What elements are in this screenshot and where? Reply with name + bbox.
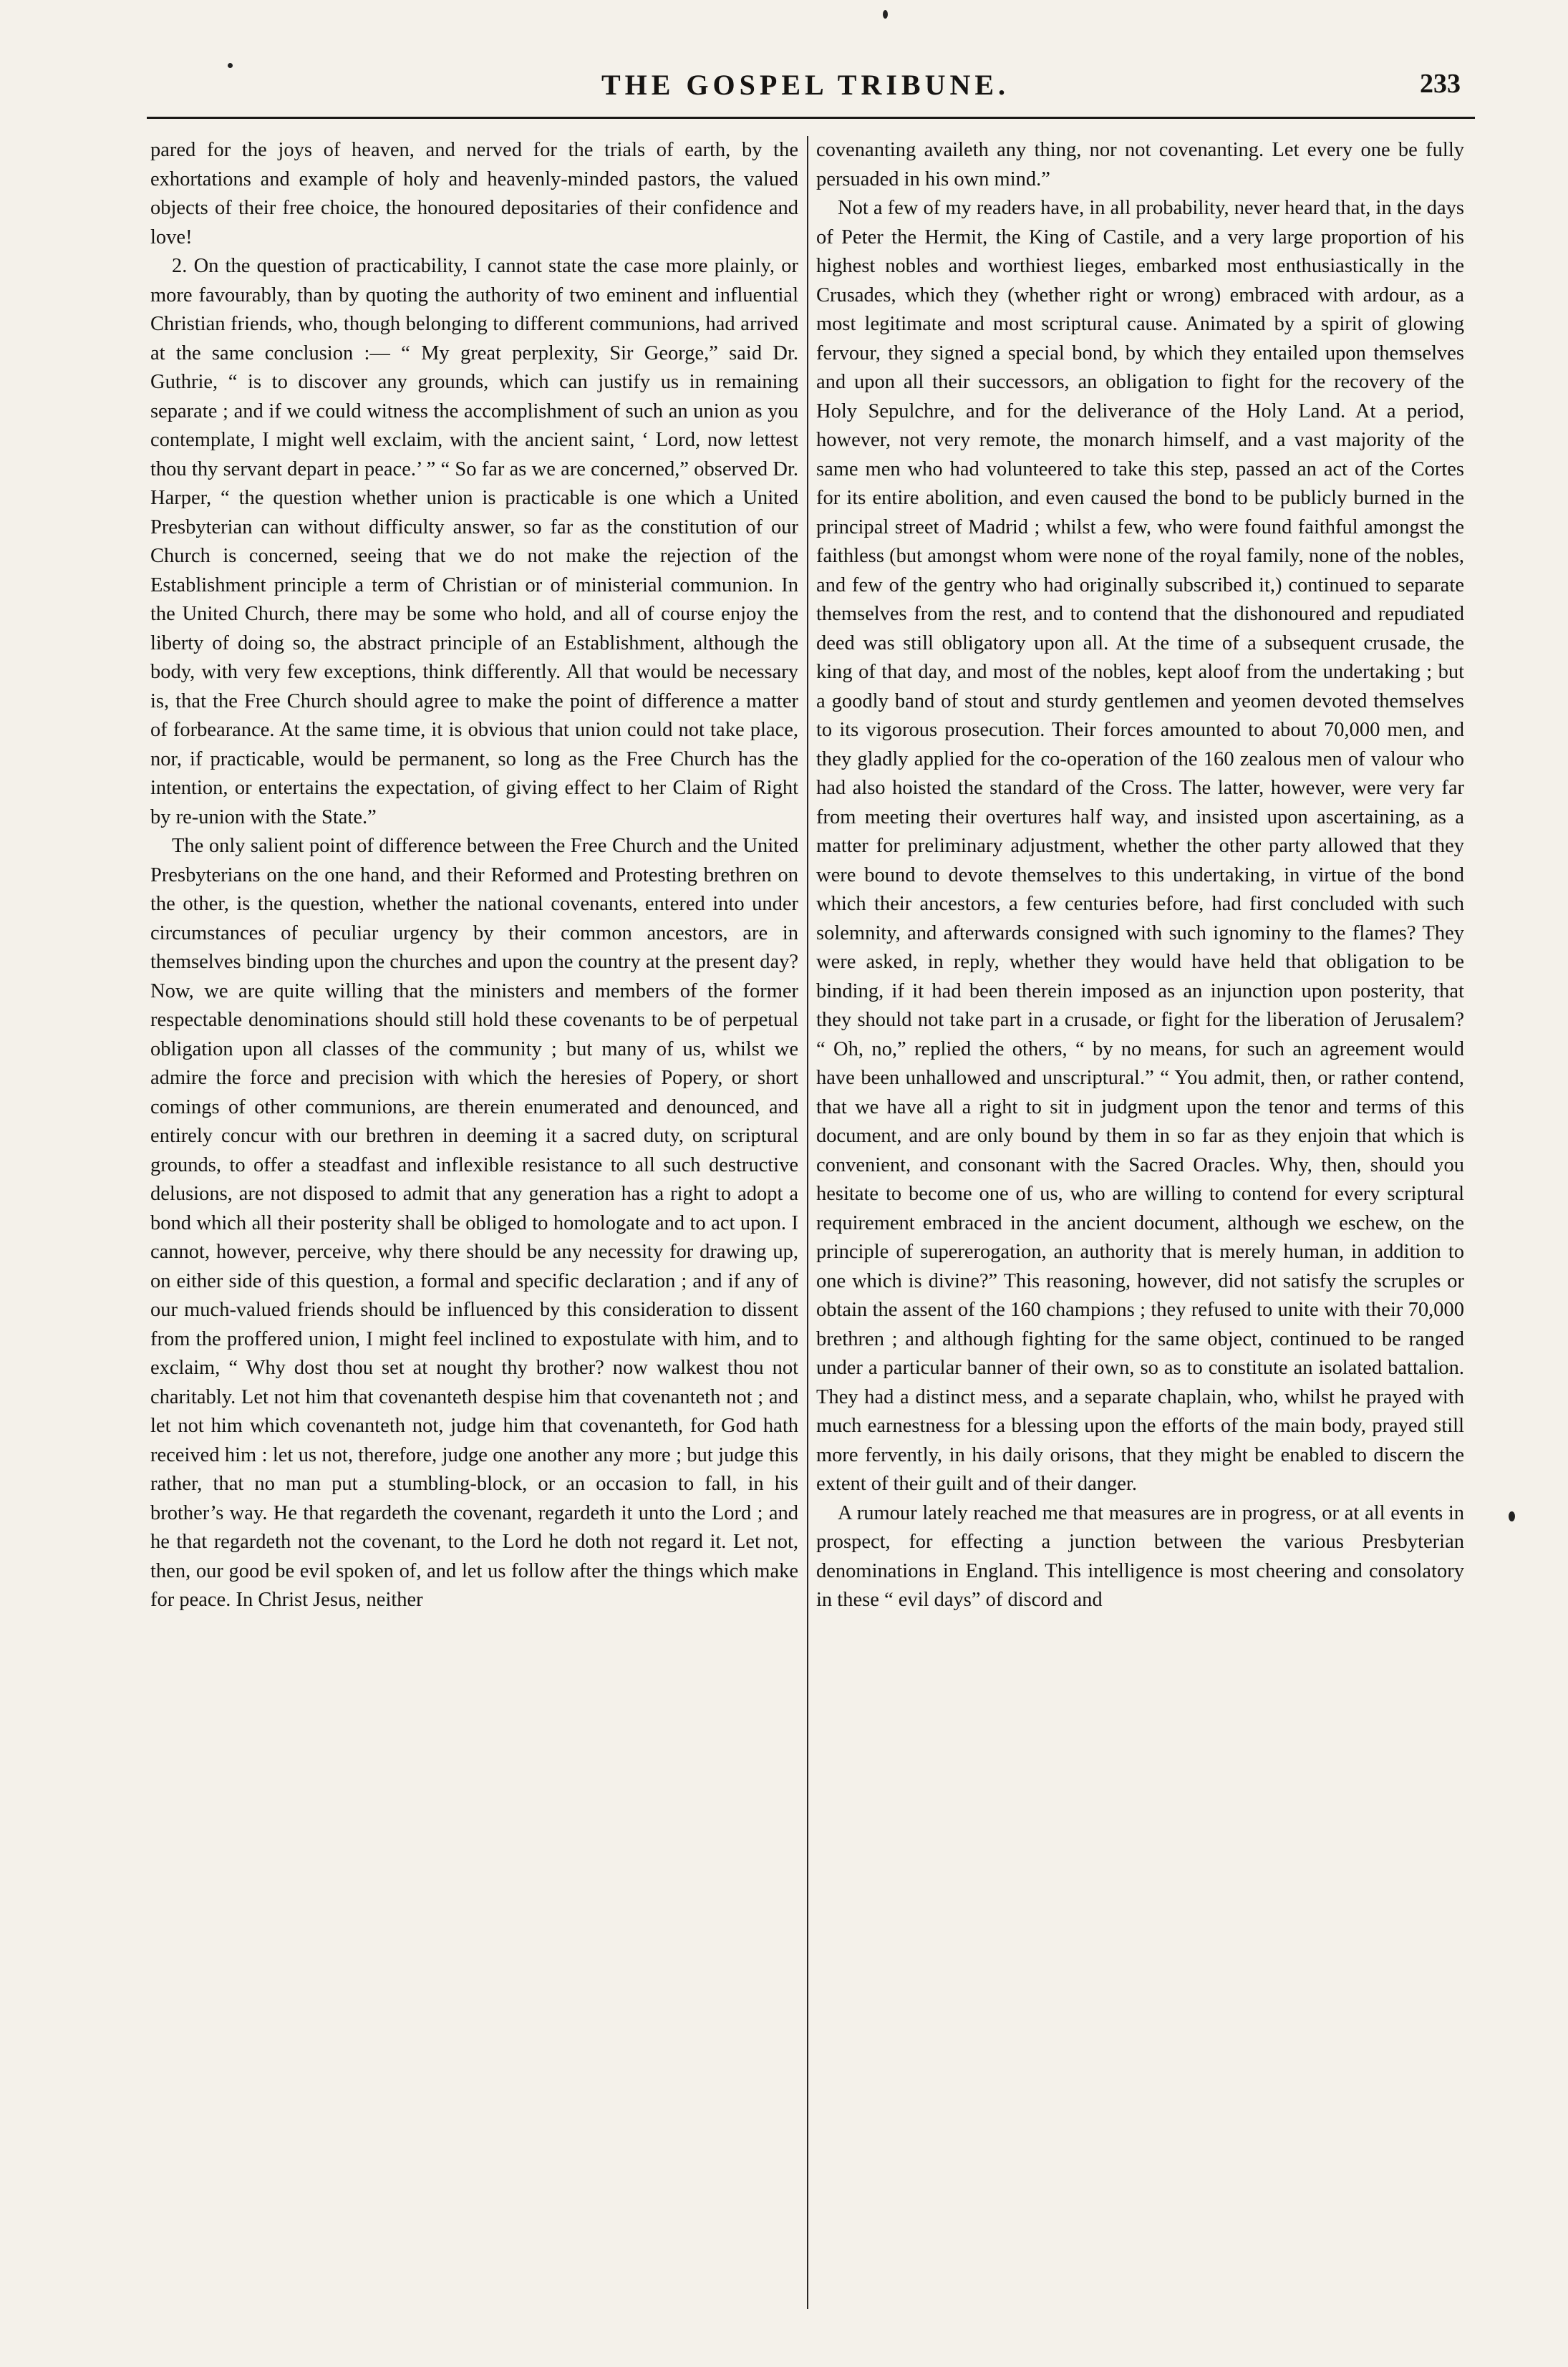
page-header	[150, 68, 1461, 111]
column-divider	[807, 136, 808, 2309]
paragraph: pared for the joys of heaven, and nerved for the trials of earth, by the exhortations and example of holy and heavenly-minded pastors, the valued objects of their free choice, the honoured depositaries of their confidence and love!	[150, 139, 798, 248]
paragraph: A rumour lately reached me that measures are in progress, or at all events in prospect, for effecting a junction between the various Presbyterian denominations in England. This intelligence is most cheering and consolatory in these “ evil days” of discord and	[816, 1501, 1464, 1611]
ink-speck	[228, 63, 233, 68]
paragraph: Not a few of my readers have, in all probability, never heard that, in the days of Peter the Hermit, the King of Castile, and a very large proportion of his highest nobles and worthiest lieges, embarked most enthusiastically in the Crusades, which they (whether right or wrong) embraced with ardour, as a most legitimate and most scriptural cause. Animated by a spirit of glowing fervour, they signed a special bond, by which they entailed upon themselves and upon all their successors, an obligation to fight for the recovery of the Holy Sepulchre, and for the deliverance of the Holy Land. At a period, however, not very remote, the monarch himself, and a vast majority of the same men who had volunteered to take this step, passed an act of the Cortes for its entire abolition, and even caused the bond to be publicly burned in the principal street of Madrid ; whilst a few, who were found faithful amongst the faithless (but amongst whom were none of the royal family, none of the nobles, and few of the gentry who had originally subscribed it,) continued to separate themselves from the rest, and to contend that the dishonoured and repudiated deed was still obligatory upon all. At the time of a subsequent crusade, the king of that day, and most of the nobles, kept aloof from the undertaking ; but a goodly band of stout and sturdy gentlemen and yeomen devoted themselves to its vigorous prosecution. Their forces amounted to about 70,000 men, and they gladly applied for the co-operation of the 160 zealous men of valour who had also hoisted the standard of the Cross. The latter, however, were very far from meeting their overtures half way, and insisted upon ascertaining, as a matter for preliminary adjustment, whether the other party allowed that they were bound to devote themselves to this undertaking, in virtue of the bond which their ancestors, a few centuries before, had first concluded with such solemnity, and afterwards consigned with such ignominy to the flames? They were asked, in reply, whether they would have held that obligation to be binding, if it had been therein imposed as an injunction upon posterity, that they should not take part in a crusade, or fight for the liberation of Jerusalem? “ Oh, no,” replied the others, “ by no means, for such an agreement would have been unhallowed and unscriptural.” “ You admit, then, or rather contend, that we have all a right to sit in judgment upon the tenor and terms of this document, and are only bound by them in so far as they enjoin that which is convenient, and consonant with the Sacred Oracles. Why, then, should you hesitate to become one of us, who are willing to contend for every scriptural requirement embraced in the ancient document, although we eschew, on the principle of supererogation, an authority that is merely human, in addition to one which is divine?” This reasoning, however, did not satisfy the scruples or obtain the assent of the 160 champions ; they refused to unite with their 70,000 brethren ; and although fighting for the same object, continued to be ranged under a particular banner of their own, so as to constitute an isolated battalion. They had a distinct mess, and a separate chaplain, who, whilst he prayed with much earnestness for a blessing upon the efforts of the main body, prayed still more fervently, in his daily orisons, that they might be enabled to discern the extent of their guilt and of their danger.	[816, 197, 1465, 1495]
left-column	[150, 136, 798, 1615]
ink-speck	[883, 10, 888, 19]
page-number: 233	[1420, 69, 1461, 99]
paragraph: 2. On the question of practicability, I cannot state the case more plainly, or more favourably, than by quoting the authority of two eminent and influential Christian friends, who, though belonging to different communions, had arrived at the same conclusion :— “ My great perplexity, Sir George,” said Dr. Guthrie, “ is to discover any grounds, which can justify us in remaining separate ; and if we could witness the accomplishment of such an union as you contemplate, I might well exclaim, with the ancient saint, ‘ Lord, now lettest thou thy servant depart in peace.’ ” “ So far as we are concerned,” observed Dr. Harper, “ the question whether union is practicable is one which a United Presbyterian can without difficulty answer, so far as the constitution of our Church is concerned, seeing that we do not make the rejection of the Establishment principle a term of Christian or of ministerial communion. In the United Church, there may be some who hold, and all of course enjoy the liberty of doing so, the abstract principle of an Establishment, although the body, with very few exceptions, think differently. All that would be necessary is, that the Free Church should agree to make the point of difference a matter of forbearance. At the same time, it is obvious that union could not take place, nor, if practicable, would be permanent, so long as the Free Church has the intention, or entertains the expectation, of giving effect to her Claim of Right by re-union with the State.”	[150, 255, 798, 828]
header-rule	[147, 117, 1475, 119]
running-head: THE GOSPEL TRIBUNE.	[601, 69, 1010, 101]
ink-speck	[1509, 1511, 1515, 1521]
paragraph: The only salient point of difference between the Free Church and the United Presbyterians on the one hand, and their Reformed and Protesting brethren on the other, is the question, whether the national covenants, entered into under circumstances of peculiar urgency by their common ancestors, are in themselves binding upon the churches and upon the country at the present day? Now, we are quite willing that the ministers and members of the former respectable denominations should still hold these covenants to be of perpetual obligation upon all classes of the community ; but many of us, whilst we admire the force and precision with which the heresies of Popery, or short comings of other communions, are therein enumerated and denounced, and entirely concur with our brethren in deeming it a sacred duty, on scriptural grounds, to offer a steadfast and inflexible resistance to all such destructive delusions, are not disposed to admit that any generation has a right to adopt a bond which all their posterity shall be obliged to homologate and to act upon. I cannot, however, perceive, why there should be any necessity for drawing up, on either side of this question, a formal and specific declaration ; and if any of our much-valued friends should be influenced by this consideration to dissent from the proffered union, I might feel inclined to expostulate with him, and to exclaim, “ Why dost thou set at nought thy brother? now walkest thou not charitably. Let not him that covenanteth despise him that covenanteth not ; and let not him which covenanteth not, judge him that covenanteth, for God hath received him : let us not, therefore, judge one another any more ; but judge this rather, that no man put a stumbling-block, or an occasion to fall, in his brother’s way. He that regardeth the covenant, regardeth it unto the Lord ; and he that regardeth not the covenant, to the Lord he doth not regard it. Let not, then, our good be evil spoken of, and let us follow after the things which make for peace. In Christ Jesus, neither	[150, 835, 798, 1611]
paragraph: covenanting availeth any thing, nor not covenanting. Let every one be fully persuaded in his own mind.”	[816, 139, 1464, 190]
right-column	[816, 136, 1464, 1615]
